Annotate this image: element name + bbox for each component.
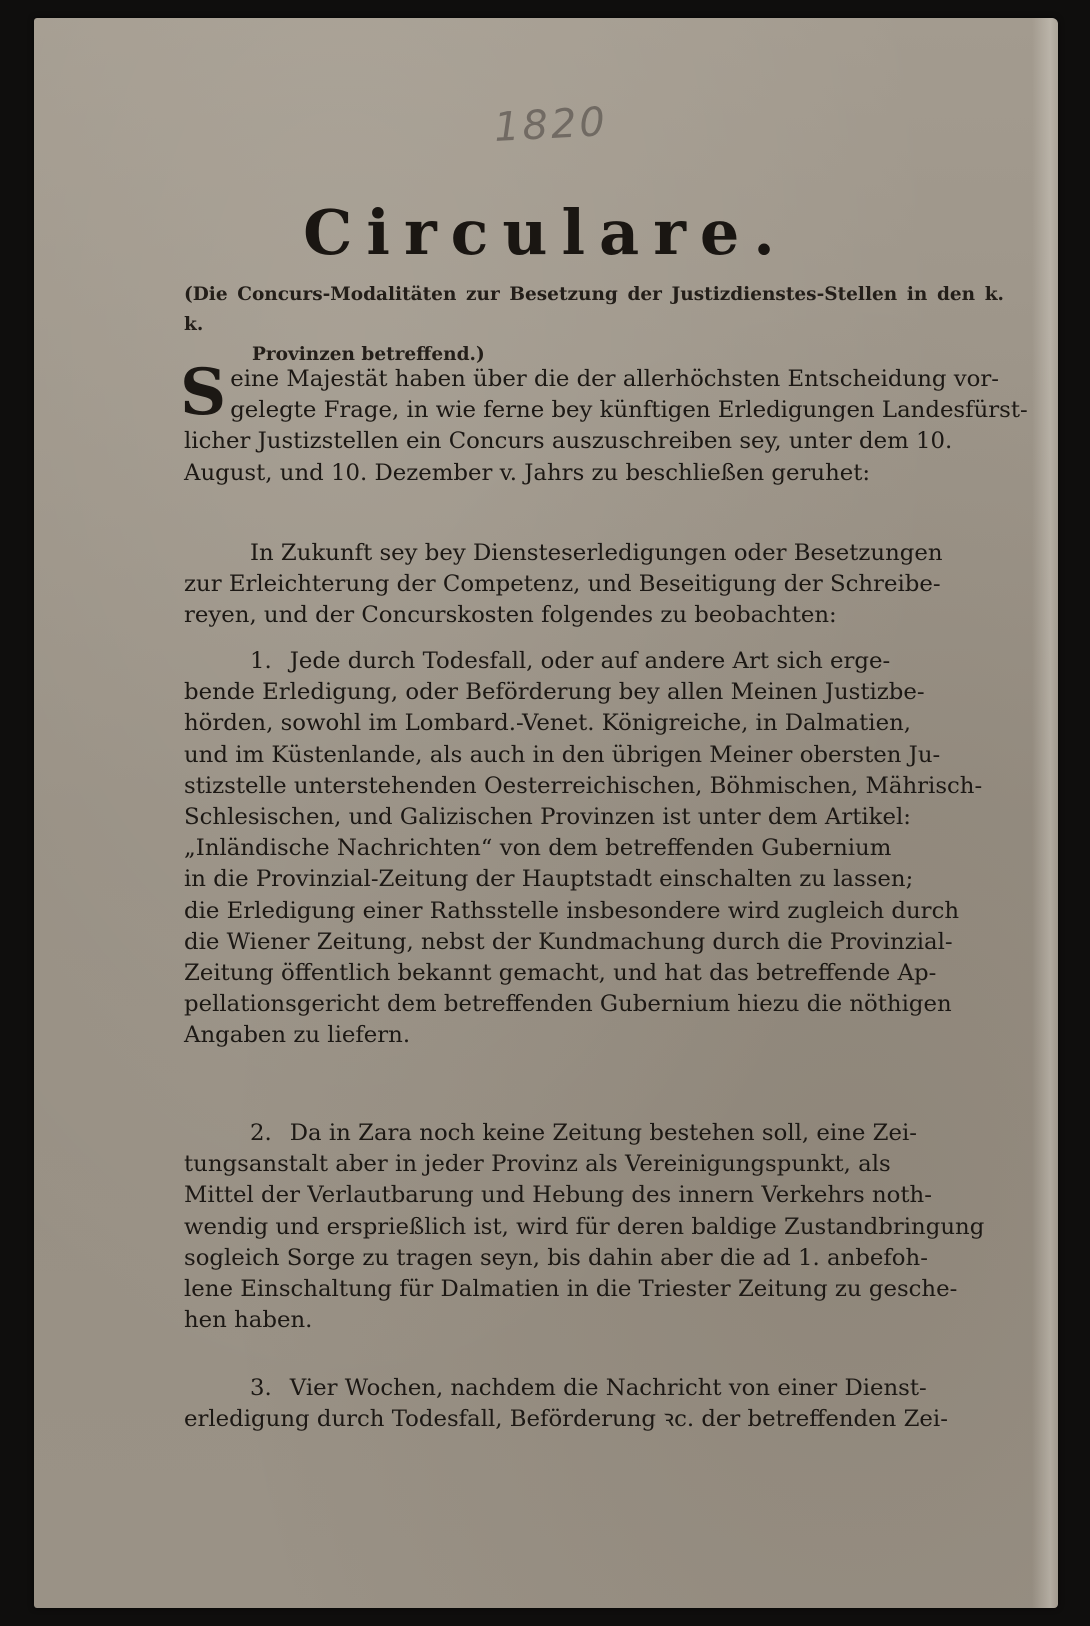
text-line: hörden, sowohl im Lombard.-Venet. Königreiche, in Dalmatien, [184, 710, 912, 737]
drop-cap: S [180, 355, 227, 430]
subtitle-line: (Die Concurs-Modalitäten zur Besetzung der Justizdienstes-Stellen in den k. k. [184, 284, 1004, 335]
text-line: August, und 10. Dezember v. Jahrs zu beschließen geruhet: [184, 459, 871, 486]
text-line: erledigung durch Todesfall, Beförderung ꝛc. der betreffenden Zei- [184, 1406, 948, 1433]
text-line: pellationsgericht dem betreffenden Gubernium hiezu die nöthigen [184, 991, 952, 1018]
document-sheet [34, 18, 1058, 1608]
text-line-content: Da in Zara noch keine Zeitung bestehen soll, eine Zei- [289, 1120, 917, 1146]
text-line: stizstelle unterstehenden Oesterreichischen, Böhmischen, Mährisch- [184, 772, 983, 799]
pencil-annotation: 1820 [492, 99, 609, 151]
section-number: 3. [250, 1375, 272, 1401]
text-line: In Zukunft sey bey Diensteserledigungen oder Besetzungen [250, 540, 943, 566]
text-line: eine Majestät haben über die der allerhöchsten Entscheidung vor- [230, 366, 999, 392]
text-line: und im Küstenlande, als auch in den übrigen Meiner obersten Ju- [184, 741, 941, 768]
text-line: lene Einschaltung für Dalmatien in die Triester Zeitung zu gesche- [184, 1276, 958, 1303]
text-line: licher Justizstellen ein Concurs auszuschreiben sey, unter dem 10. [184, 428, 953, 455]
directive-paragraph [184, 538, 1014, 632]
section-1-paragraph [184, 646, 1014, 1052]
text-line: „Inländische Nachrichten“ von dem betreffenden Gubernium [184, 835, 892, 862]
text-line-content: Jede durch Todesfall, oder auf andere Art sich erge- [289, 648, 891, 674]
text-line: wendig und ersprießlich ist, wird für deren baldige Zustandbringung [184, 1213, 985, 1240]
text-line: Mittel der Verlautbarung und Hebung des innern Verkehrs noth- [184, 1182, 932, 1209]
text-line: in die Provinzial-Zeitung der Hauptstadt einschalten zu lassen; [184, 866, 914, 893]
section-number: 1. [250, 648, 272, 674]
text-line-content: Vier Wochen, nachdem die Nachricht von einer Dienst- [289, 1375, 927, 1401]
document-title: Circulare. [303, 196, 789, 269]
text-line: tungsanstalt aber in jeder Provinz als Vereinigungspunkt, als [184, 1151, 891, 1178]
text-line [184, 1118, 1014, 1149]
text-line: zur Erleichterung der Competenz, und Beseitigung der Schreibe- [184, 571, 941, 598]
text-line: die Erledigung einer Rathsstelle insbesondere wird zugleich durch [184, 897, 960, 924]
text-line: gelegte Frage, in wie ferne bey künftigen Erledigungen Landesfürst- [230, 397, 1028, 424]
text-line: reyen, und der Concurskosten folgendes zu beobachten: [184, 602, 837, 629]
text-line: Angaben zu liefern. [184, 1022, 411, 1049]
section-2-paragraph [184, 1118, 1014, 1336]
document-subtitle [184, 280, 1004, 370]
section-3-paragraph [184, 1373, 1014, 1435]
section-number: 2. [250, 1120, 272, 1146]
text-line: bende Erledigung, oder Beförderung bey allen Meinen Justizbe- [184, 679, 925, 706]
text-line: hen haben. [184, 1307, 313, 1334]
text-line: Zeitung öffentlich bekannt gemacht, und hat das betreffende Ap- [184, 960, 937, 987]
text-line [184, 1373, 1014, 1404]
text-line: Schlesischen, und Galizischen Provinzen ist unter dem Artikel: [184, 804, 911, 831]
intro-paragraph [180, 355, 1028, 489]
text-line: sogleich Sorge zu tragen seyn, bis dahin aber die ad 1. anbefoh- [184, 1244, 928, 1271]
text-line: die Wiener Zeitung, nebst der Kundmachung durch die Provinzial- [184, 928, 953, 955]
subtitle-line: Provinzen betreffend.) [252, 344, 485, 365]
text-line [184, 646, 1014, 677]
